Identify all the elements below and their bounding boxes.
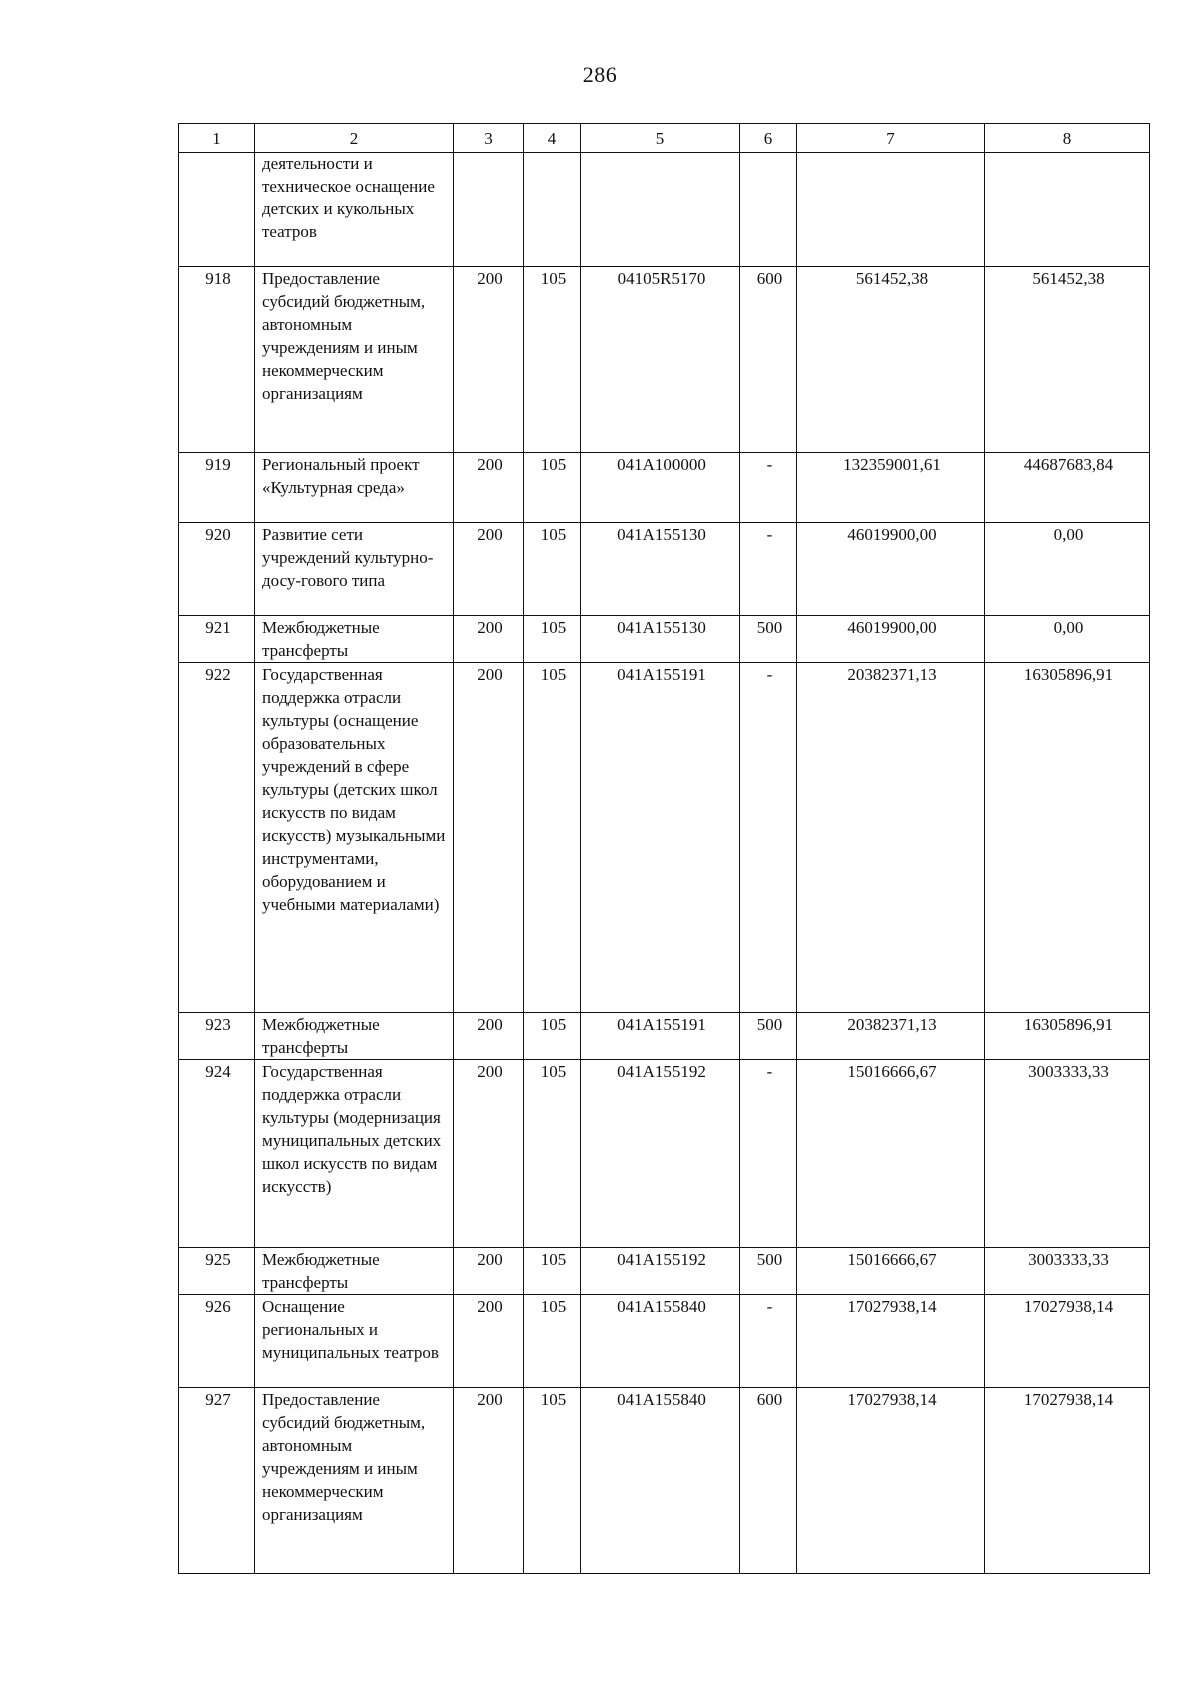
row-cell-6: -: [740, 1060, 797, 1248]
row-cell-4: 105: [524, 453, 581, 523]
row-cell-6: 600: [740, 267, 797, 453]
row-cell-6: 500: [740, 1013, 797, 1060]
row-number: 927: [179, 1388, 255, 1574]
row-cell-4: 105: [524, 1248, 581, 1295]
row-cell-4: 105: [524, 1013, 581, 1060]
row-name: Межбюджетные трансферты: [255, 1248, 454, 1295]
row-cell-3: [454, 153, 524, 267]
row-cell-8: 0,00: [985, 616, 1150, 663]
row-cell-4: [524, 153, 581, 267]
row-cell-5: 041A155840: [581, 1295, 740, 1388]
row-name: Развитие сети учреждений культурно-досу-гового типа: [255, 523, 454, 616]
row-cell-7: 17027938,14: [797, 1295, 985, 1388]
row-cell-5: 04105R5170: [581, 267, 740, 453]
row-cell-5: 041A155191: [581, 1013, 740, 1060]
row-cell-4: 105: [524, 1060, 581, 1248]
row-cell-3: 200: [454, 663, 524, 1013]
row-cell-3: 200: [454, 1295, 524, 1388]
row-name: Государственная поддержка отрасли культуры (модернизация муниципальных детских школ искусств по видам искусств): [255, 1060, 454, 1248]
row-cell-4: 105: [524, 1388, 581, 1574]
row-name: Предоставление субсидий бюджетным, автономным учреждениям и иным некоммерческим организациям: [255, 267, 454, 453]
table-row: [179, 1388, 1150, 1574]
row-cell-3: 200: [454, 1248, 524, 1295]
row-cell-6: 500: [740, 616, 797, 663]
row-cell-7: 561452,38: [797, 267, 985, 453]
row-cell-5: 041A155192: [581, 1248, 740, 1295]
row-cell-8: 17027938,14: [985, 1388, 1150, 1574]
row-cell-4: 105: [524, 267, 581, 453]
column-header: 2: [255, 124, 454, 153]
row-name: Оснащение региональных и муниципальных театров: [255, 1295, 454, 1388]
row-cell-3: 200: [454, 267, 524, 453]
column-header: 8: [985, 124, 1150, 153]
budget-table: [178, 123, 1150, 1574]
table-row: [179, 523, 1150, 616]
row-cell-5: 041A100000: [581, 453, 740, 523]
row-cell-4: 105: [524, 616, 581, 663]
column-header: 6: [740, 124, 797, 153]
row-name: Предоставление субсидий бюджетным, автономным учреждениям и иным некоммерческим организациям: [255, 1388, 454, 1574]
row-number: 920: [179, 523, 255, 616]
row-cell-8: 16305896,91: [985, 663, 1150, 1013]
row-name: Государственная поддержка отрасли культуры (оснащение образовательных учреждений в сфере культуры (детских школ искусств по видам искусств) музыкальными инструментами, оборудованием и учебными материалами): [255, 663, 454, 1013]
row-cell-7: [797, 153, 985, 267]
row-cell-7: 15016666,67: [797, 1060, 985, 1248]
column-header: 5: [581, 124, 740, 153]
row-cell-4: 105: [524, 523, 581, 616]
row-number: 926: [179, 1295, 255, 1388]
row-cell-5: [581, 153, 740, 267]
row-cell-6: -: [740, 523, 797, 616]
row-number: 925: [179, 1248, 255, 1295]
row-cell-7: 20382371,13: [797, 663, 985, 1013]
row-cell-3: 200: [454, 616, 524, 663]
row-name: деятельности и техническое оснащение детских и кукольных театров: [255, 153, 454, 267]
row-cell-8: 44687683,84: [985, 453, 1150, 523]
row-cell-6: [740, 153, 797, 267]
row-cell-3: 200: [454, 523, 524, 616]
row-cell-8: 0,00: [985, 523, 1150, 616]
row-cell-3: 200: [454, 1060, 524, 1248]
row-name: Межбюджетные трансферты: [255, 616, 454, 663]
table-row: [179, 1295, 1150, 1388]
row-cell-6: -: [740, 453, 797, 523]
row-cell-6: -: [740, 1295, 797, 1388]
row-cell-8: 3003333,33: [985, 1060, 1150, 1248]
row-cell-7: 15016666,67: [797, 1248, 985, 1295]
row-cell-3: 200: [454, 453, 524, 523]
row-cell-3: 200: [454, 1013, 524, 1060]
table-row: [179, 153, 1150, 267]
row-number: 922: [179, 663, 255, 1013]
row-cell-7: 46019900,00: [797, 616, 985, 663]
row-number: 923: [179, 1013, 255, 1060]
row-cell-7: 46019900,00: [797, 523, 985, 616]
table-row: [179, 453, 1150, 523]
row-name: Региональный проект «Культурная среда»: [255, 453, 454, 523]
table-row: [179, 1248, 1150, 1295]
row-cell-5: 041A155840: [581, 1388, 740, 1574]
row-cell-7: 17027938,14: [797, 1388, 985, 1574]
row-cell-5: 041A155191: [581, 663, 740, 1013]
row-cell-8: [985, 153, 1150, 267]
row-number: 924: [179, 1060, 255, 1248]
column-header: 3: [454, 124, 524, 153]
table-row: [179, 663, 1150, 1013]
page-number: 286: [582, 62, 618, 87]
table-header-row: [179, 124, 1150, 153]
table-row: [179, 267, 1150, 453]
row-cell-7: 20382371,13: [797, 1013, 985, 1060]
table-body: [179, 153, 1150, 1574]
row-cell-6: 500: [740, 1248, 797, 1295]
row-cell-5: 041A155192: [581, 1060, 740, 1248]
row-cell-6: 600: [740, 1388, 797, 1574]
table-row: [179, 1013, 1150, 1060]
column-header: 1: [179, 124, 255, 153]
row-cell-6: -: [740, 663, 797, 1013]
row-cell-4: 105: [524, 663, 581, 1013]
row-cell-5: 041A155130: [581, 616, 740, 663]
table-row: [179, 616, 1150, 663]
row-cell-3: 200: [454, 1388, 524, 1574]
row-cell-5: 041A155130: [581, 523, 740, 616]
row-number: 921: [179, 616, 255, 663]
row-cell-8: 17027938,14: [985, 1295, 1150, 1388]
column-header: 7: [797, 124, 985, 153]
row-cell-4: 105: [524, 1295, 581, 1388]
row-number: 919: [179, 453, 255, 523]
row-cell-8: 561452,38: [985, 267, 1150, 453]
column-header: 4: [524, 124, 581, 153]
row-number: 918: [179, 267, 255, 453]
row-number: [179, 153, 255, 267]
row-name: Межбюджетные трансферты: [255, 1013, 454, 1060]
row-cell-8: 16305896,91: [985, 1013, 1150, 1060]
row-cell-8: 3003333,33: [985, 1248, 1150, 1295]
row-cell-7: 132359001,61: [797, 453, 985, 523]
table-row: [179, 1060, 1150, 1248]
